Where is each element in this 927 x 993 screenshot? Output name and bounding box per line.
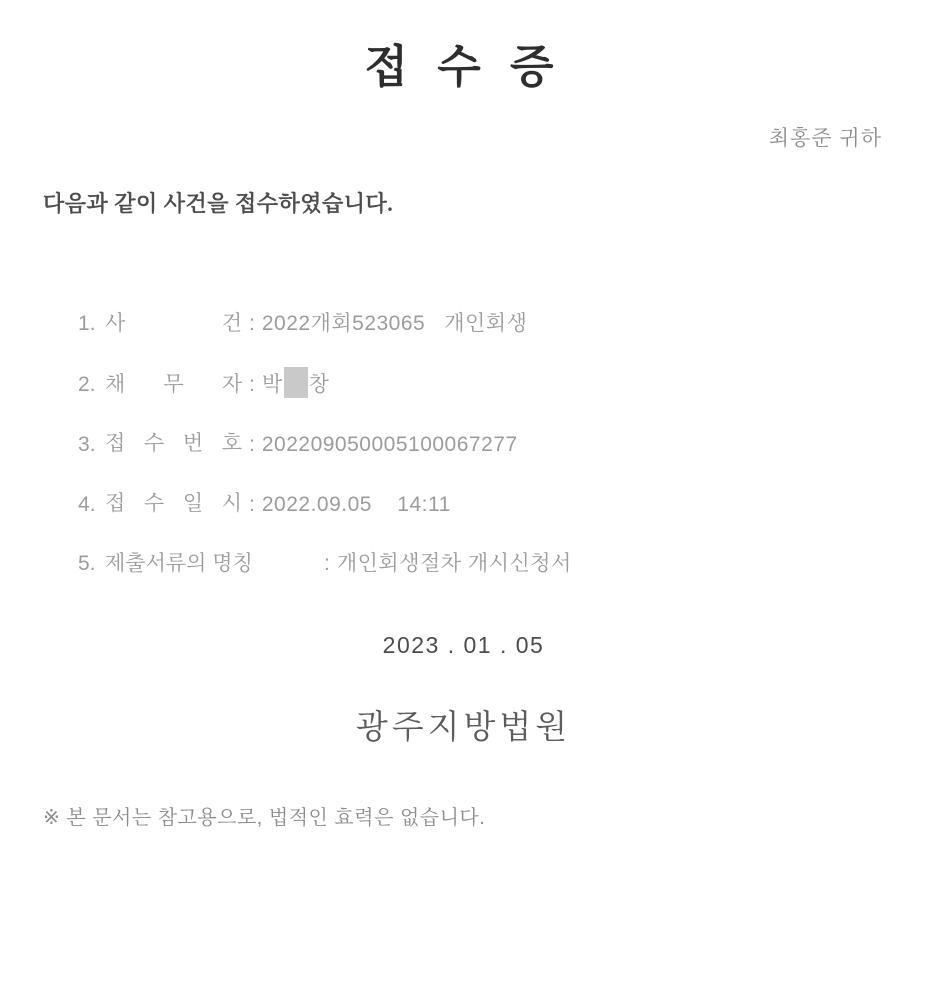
item-colon: : — [249, 433, 255, 456]
item-debtor — [43, 343, 897, 396]
item-index: 3. — [78, 433, 96, 456]
item-colon: : — [324, 552, 330, 575]
item-label: 사 건 — [105, 312, 243, 335]
item-index: 2. — [78, 373, 96, 396]
document-title: 접 수 증 — [364, 42, 563, 92]
item-index: 1. — [78, 312, 96, 335]
footer-disclaimer: ※ 본 문서는 참고용으로, 법적인 효력은 없습니다. — [43, 807, 486, 829]
item-value — [262, 373, 330, 396]
item-label: 접 수 번 호 — [105, 432, 243, 455]
item-case-number — [43, 283, 897, 335]
item-receipt-datetime — [43, 463, 897, 516]
item-submitted-document — [43, 523, 897, 575]
item-receipt-number — [43, 403, 897, 456]
item-index: 5. — [78, 552, 96, 575]
item-value: 2022.09.05 14:11 — [261, 493, 451, 516]
item-value: 개인회생절차 개시신청서 — [336, 552, 572, 575]
case-detail-list — [43, 283, 897, 583]
item-colon: : — [249, 373, 255, 396]
item-index: 4. — [78, 493, 96, 516]
issue-date: 2023 . 01 . 05 — [382, 632, 545, 658]
item-label: 제출서류의 명칭 — [105, 552, 253, 575]
redaction-box — [284, 367, 308, 398]
item-value: 202209050005100067277 — [261, 433, 518, 456]
debtor-name-first: 박 — [261, 373, 283, 396]
recipient-name: 최홍준 귀하 — [768, 127, 882, 150]
item-label: 채 무 자 — [105, 373, 243, 396]
item-colon: : — [249, 493, 255, 516]
debtor-name-last: 창 — [308, 373, 330, 396]
item-value: 2022개회523065 개인회생 — [261, 312, 528, 335]
court-name: 광주지방법원 — [355, 710, 572, 746]
item-label: 접 수 일 시 — [105, 492, 243, 515]
item-colon: : — [249, 312, 255, 335]
intro-statement: 다음과 같이 사건을 접수하였습니다. — [43, 191, 394, 216]
